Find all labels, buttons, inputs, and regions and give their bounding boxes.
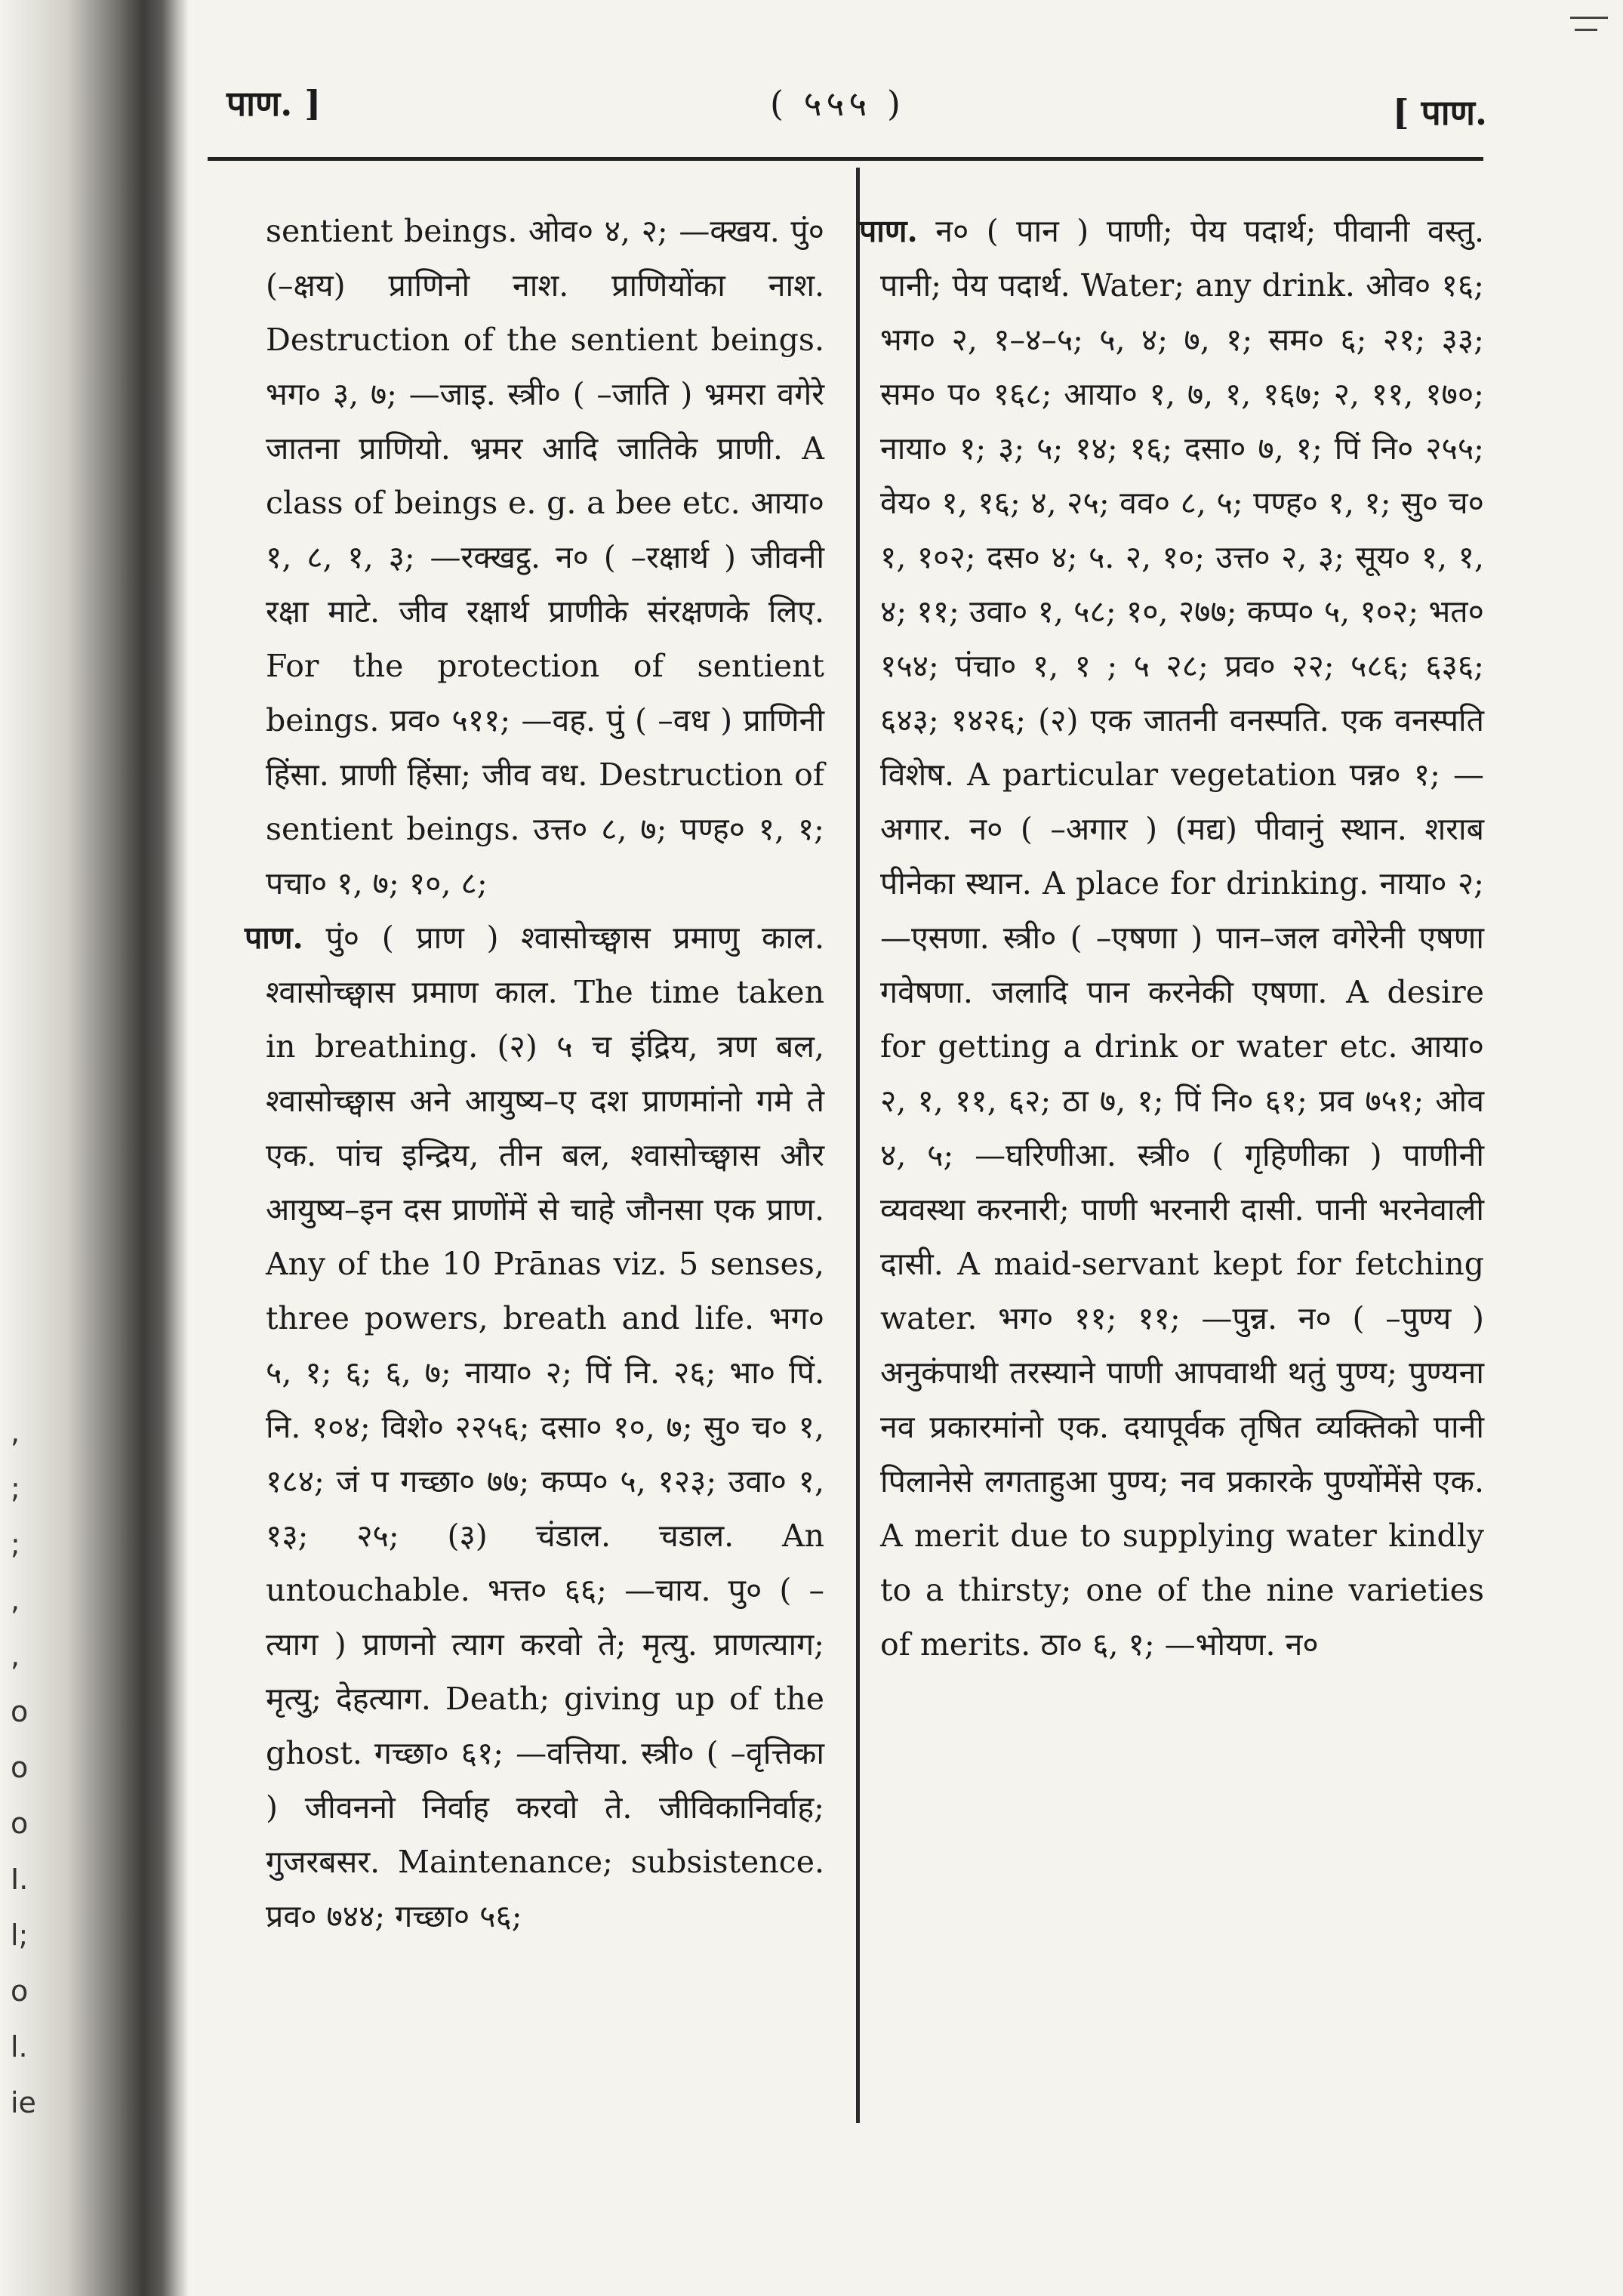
corner-mark	[1570, 17, 1608, 19]
corner-mark	[1575, 29, 1597, 31]
edge-mark: ,	[11, 1416, 20, 1449]
edge-mark: ie	[11, 2086, 36, 2119]
page-number: ( ५५५ )	[770, 83, 905, 124]
entry-text: sentient beings. ओव० ४, २; —क्खय. पुं० (–क्षय) प्राणिनो नाश. प्राणियोंका नाश. Destruction of the sentient beings. भग० ३, ७; —जाइ. स्त्री० ( –जाति ) भ्रमरा वगेरे जातना प्राणियो. भ्रमर आदि जातिके प्राणी. A class of beings e. g. a bee etc. आया० १, ८, १, ३; —रक्खट्ठ. न० ( –रक्षार्थ ) जीवनी रक्षा माटे. जीव रक्षार्थ प्राणीके संरक्षणके लिए. For the protection of sentient beings. प्रव० ५११; —वह. पुं ( –वध ) प्राणिनी हिंसा. प्राणी हिंसा; जीव वध. Destruction of sentient beings. उत्त० ८, ७; पण्ह० १, १; पचा० १, ७; १०, ८;	[266, 213, 824, 901]
page-header	[219, 72, 1495, 140]
edge-mark: ;	[11, 1527, 20, 1561]
header-right-guideword: [ पाण.	[1392, 92, 1487, 133]
edge-mark: o	[11, 1807, 29, 1840]
edge-mark: o	[11, 1751, 29, 1784]
edge-mark: ;	[11, 1472, 20, 1505]
cut-off-edge-text	[11, 1404, 56, 2131]
left-column	[245, 204, 824, 1943]
edge-mark: I.	[11, 1863, 29, 1896]
headword: पाण.	[245, 920, 303, 956]
headword: पाण.	[859, 213, 918, 249]
edge-mark: o	[11, 1974, 29, 2008]
right-column	[859, 204, 1484, 1672]
edge-mark: ,	[11, 1583, 20, 1616]
edge-mark: o	[11, 1695, 29, 1728]
header-rule	[208, 157, 1483, 161]
entry-pana	[859, 204, 1484, 1672]
column-divider	[856, 168, 860, 2123]
entry-text: पुं० ( प्राण ) श्वासोच्छ्वास प्रमाणु काल. श्वासोच्छ्वास प्रमाण काल. The time taken in breathing. (२) ५ च इंद्रिय, त्रण बल, श्वासोच्छ्वास अने आयुष्य–ए दश प्राणमांनो गमे ते एक. पांच इन्द्रिय, तीन बल, श्वासोच्छ्वास और आयुष्य–इन दस प्राणोंमें से चाहे जौनसा एक प्राण. Any of the 10 Prānas viz. 5 senses, three powers, breath and life. भग० ५, १; ६; ६, ७; नाया० २; पिं नि. २६; भा० पिं. नि. १०४; विशे० २२५६; दसा० १०, ७; सु० च० १, १८४; जं प गच्छा० ७७; कप्प० ५, १२३; उवा० १, १३; २५; (३) चंडाल. चडाल. An untouchable. भत्त० ६६; —चाय. पु० ( –त्याग ) प्राणनो त्याग करवो ते; मृत्यु. प्राणत्याग; मृत्यु; देहत्याग. Death; giving up of the ghost. गच्छा० ६१; —वत्तिया. स्त्री० ( –वृत्तिका ) जीवननो निर्वाह करवो ते. जीविकानिर्वाह; गुजरबसर. Maintenance; subsistence. प्रव० ७४४; गच्छा० ५६;	[266, 920, 824, 1934]
edge-mark: ,	[11, 1639, 20, 1672]
edge-mark: l;	[11, 1918, 29, 1952]
entry-continuation	[266, 204, 824, 911]
header-left-guideword: पाण. ]	[226, 83, 322, 124]
entry-prana	[245, 911, 824, 1943]
entry-text: न० ( पान ) पाणी; पेय पदार्थ; पीवानी वस्तु. पानी; पेय पदार्थ. Water; any drink. ओव० १६; भग० २, १–४–५; ५, ४; ७, १; सम० ६; २१; ३३; सम० प० १६८; आया० १, ७, १, १६७; २, ११, १७०; नाया० १; ३; ५; १४; १६; दसा० ७, १; पिं नि० २५५; वेय० १, १६; ४, २५; वव० ८, ५; पण्ह० १, १; सु० च० १, १०२; दस० ४; ५. २, १०; उत्त० २, ३; सूय० १, १, ४; ११; उवा० १, ५८; १०, २७७; कप्प० ५, १०२; भत० १५४; पंचा० १, १ ; ५ २८; प्रव० २२; ५८६; ६३६; ६४३; १४२६; (२) एक जातनी वनस्पति. एक वनस्पति विशेष. A particular vegetation पन्न० १; —अगार. न० ( –अगार ) (मद्य) पीवानुं स्थान. शराब पीनेका स्थान. A place for drinking. नाया० २; —एसणा. स्त्री० ( –एषणा ) पान–जल वगेरेनी एषणा गवेषणा. जलादि पान करनेकी एषणा. A desire for getting a drink or water etc. आया० २, १, ११, ६२; ठा ७, १; पिं नि० ६१; प्रव ७५१; ओव ४, ५; —घरिणीआ. स्त्री० ( गृहिणीका ) पाणीनी व्यवस्था करनारी; पाणी भरनारी दासी. पानी भरनेवाली दासी. A maid-servant kept for fetching water. भग० ११; ११; —पुन्न. न० ( –पुण्य ) अनुकंपाथी तरस्याने पाणी आपवाथी थतुं पुण्य; पुण्यना नव प्रकारमांनो एक. दयापूर्वक तृषित व्यक्तिको पानी पिलानेसे लगताहुआ पुण्य; नव प्रकारके पुण्योंमेंसे एक. A merit due to supplying water kindly to a thirsty; one of the nine varieties of merits. ठा० ६, १; —भोयण. न०	[880, 213, 1484, 1663]
edge-mark: l.	[11, 2030, 28, 2063]
